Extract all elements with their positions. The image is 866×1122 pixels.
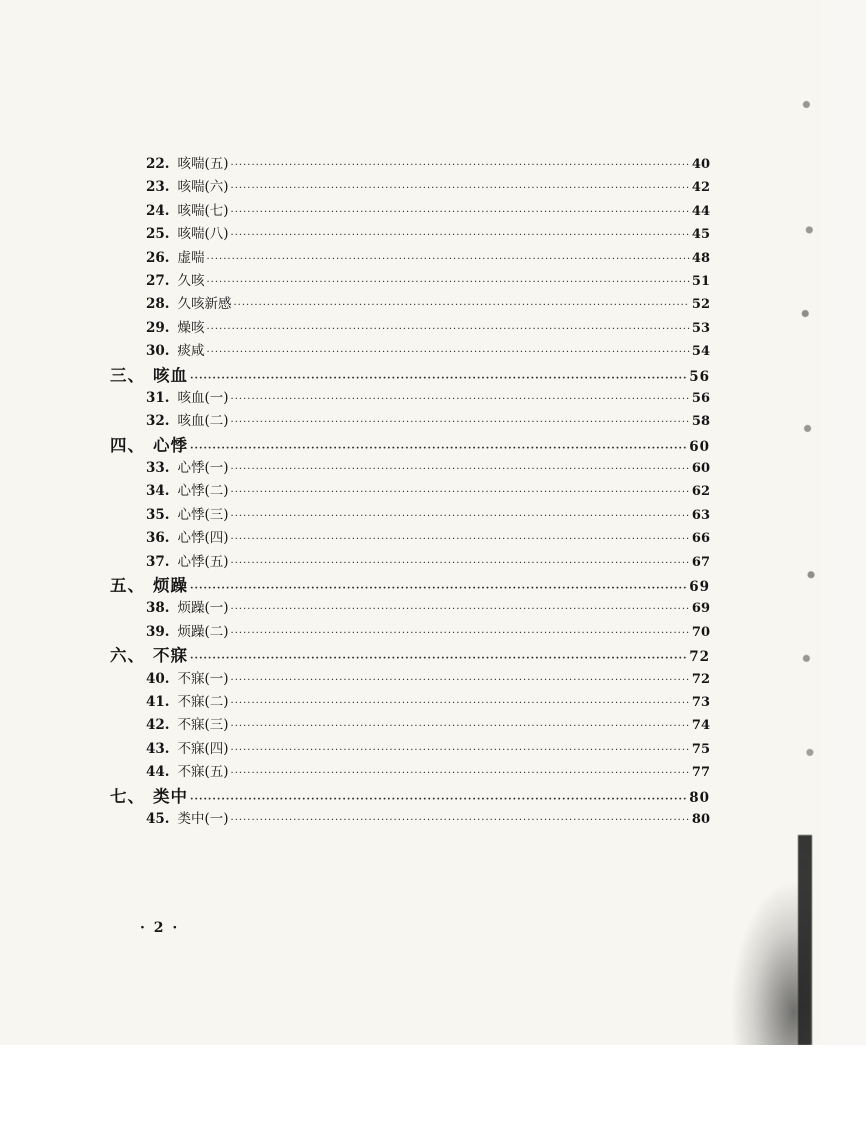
toc-page-number: 80 <box>689 789 710 806</box>
toc-entry-number: 23. <box>146 179 170 196</box>
toc-page-number: 54 <box>691 344 710 360</box>
dot-leader <box>207 271 690 294</box>
toc-entry-title: 类中 <box>153 786 188 806</box>
toc-entry-title: 燥咳 <box>177 319 205 336</box>
dot-leader <box>231 201 690 224</box>
dot-leader <box>231 177 690 200</box>
toc-page-number: 56 <box>691 390 710 406</box>
toc-entry-title: 痰咸 <box>177 343 205 360</box>
toc-entry-number: 28. <box>146 296 170 313</box>
dot-leader <box>231 154 690 177</box>
toc-entry-number: 三、 <box>110 365 145 385</box>
dot-leader <box>231 809 690 832</box>
toc-entry <box>110 691 710 714</box>
dot-leader <box>231 598 690 621</box>
dot-leader <box>231 715 690 738</box>
toc-entry-title: 烦躁 <box>153 576 188 596</box>
toc-entry-number: 32. <box>146 413 170 430</box>
toc-page-number: 69 <box>689 579 710 596</box>
dot-leader <box>231 552 690 575</box>
toc-page-number: 60 <box>691 461 710 477</box>
toc-page-number: 73 <box>691 694 710 710</box>
dot-leader <box>231 411 690 434</box>
toc-entry-title: 不寐(二) <box>177 693 229 710</box>
toc-entry <box>110 738 710 761</box>
dot-leader <box>231 692 690 715</box>
dot-leader <box>231 762 690 785</box>
toc-entry-number: 29. <box>146 319 170 336</box>
toc-entry <box>110 340 710 363</box>
dot-leader <box>231 739 690 762</box>
toc-section-heading <box>110 364 710 387</box>
toc-page-number: 40 <box>691 157 710 172</box>
toc-entry-title: 不寐(四) <box>177 740 229 757</box>
toc-entry <box>110 551 710 574</box>
dot-leader <box>207 318 690 341</box>
toc-entry-title: 心悸(二) <box>177 483 229 500</box>
toc-entry-number: 38. <box>146 600 170 617</box>
toc-entry-title: 烦躁(二) <box>177 623 229 640</box>
toc-entry <box>110 223 710 246</box>
toc-entry <box>110 597 710 620</box>
toc-page-number: 45 <box>691 227 710 243</box>
toc-entry <box>110 270 710 293</box>
toc-entry-title: 心悸(五) <box>177 553 229 570</box>
toc-entry-title: 心悸(一) <box>177 460 229 477</box>
toc-entry-title: 心悸 <box>153 435 188 455</box>
toc-section-heading <box>110 574 710 597</box>
toc-entry-number: 41. <box>146 693 170 710</box>
toc-entry <box>110 200 710 223</box>
table-of-contents <box>110 153 710 831</box>
toc-entry-title: 咳血(一) <box>177 389 229 406</box>
dot-leader <box>231 388 690 411</box>
toc-entry-title: 咳喘(七) <box>177 202 229 219</box>
toc-entry <box>110 317 710 340</box>
dot-leader <box>207 248 690 271</box>
toc-entry <box>110 176 710 199</box>
toc-section-heading <box>110 644 710 667</box>
dot-leader <box>231 505 690 528</box>
toc-entry <box>110 410 710 433</box>
toc-section-heading <box>110 434 710 457</box>
dot-leader <box>231 458 690 481</box>
toc-page-number: 52 <box>691 297 710 313</box>
toc-page-number: 51 <box>691 273 710 289</box>
toc-page-number: 77 <box>691 765 710 781</box>
toc-page-number: 56 <box>689 368 710 385</box>
toc-entry-number: 34. <box>146 483 170 500</box>
toc-entry-title: 不寐(五) <box>177 764 229 781</box>
dot-leader <box>207 341 690 364</box>
scan-binding-edge <box>798 835 812 1045</box>
toc-entry <box>110 480 710 503</box>
toc-entry <box>110 293 710 316</box>
toc-entry-number: 37. <box>146 553 170 570</box>
toc-page-number: 69 <box>691 601 710 617</box>
toc-page-number: 63 <box>691 507 710 523</box>
toc-entry-title: 不寐(三) <box>177 717 229 734</box>
toc-entry-title: 咳血(二) <box>177 413 229 430</box>
toc-page-number: 48 <box>691 250 710 266</box>
toc-entry-title: 心悸(四) <box>177 530 229 547</box>
toc-entry-number: 27. <box>146 272 170 289</box>
toc-entry-title: 烦躁(一) <box>177 600 229 617</box>
toc-entry <box>110 621 710 644</box>
toc-entry <box>110 808 710 831</box>
toc-page-number: 70 <box>691 624 710 640</box>
toc-entry-title: 久咳新感 <box>177 296 232 313</box>
toc-entry-number: 25. <box>146 226 170 243</box>
toc-page-number: 66 <box>691 531 710 547</box>
toc-page-number: 67 <box>691 554 710 570</box>
toc-entry <box>110 457 710 480</box>
toc-entry-title: 咳喘(五) <box>177 156 229 172</box>
dot-leader <box>190 437 687 460</box>
toc-entry-title: 虚喘 <box>177 249 205 266</box>
toc-page-number: 58 <box>691 414 710 430</box>
toc-entry-number: 七、 <box>110 786 145 806</box>
dot-leader <box>190 367 687 390</box>
toc-entry <box>110 153 710 176</box>
toc-page-number: 72 <box>689 649 710 666</box>
toc-page-number: 72 <box>691 671 710 687</box>
toc-entry-number: 六、 <box>110 646 145 666</box>
dot-leader <box>234 294 690 317</box>
dot-leader <box>231 481 690 504</box>
toc-entry-title: 久咳 <box>177 272 205 289</box>
toc-entry-title: 不寐 <box>153 646 188 666</box>
toc-page-number: 44 <box>691 203 710 219</box>
toc-entry <box>110 668 710 691</box>
toc-entry-number: 26. <box>146 249 170 266</box>
toc-entry <box>110 247 710 270</box>
toc-entry-number: 43. <box>146 740 170 757</box>
scan-margin <box>0 1045 866 1122</box>
toc-page-number: 60 <box>689 438 710 455</box>
toc-entry-title: 类中(一) <box>177 810 229 827</box>
toc-entry <box>110 714 710 737</box>
toc-entry-number: 四、 <box>110 435 145 455</box>
toc-page-number: 53 <box>691 320 710 336</box>
toc-entry-number: 39. <box>146 623 170 640</box>
toc-entry-number: 30. <box>146 343 170 360</box>
toc-entry-number: 44. <box>146 764 170 781</box>
toc-entry-title: 心悸(三) <box>177 506 229 523</box>
toc-entry-number: 40. <box>146 670 170 687</box>
toc-entry-number: 24. <box>146 202 170 219</box>
toc-entry-number: 五、 <box>110 576 145 596</box>
toc-page-number: 80 <box>691 811 710 827</box>
toc-entry <box>110 761 710 784</box>
toc-entry-number: 33. <box>146 460 170 477</box>
dot-leader <box>231 224 690 247</box>
toc-entry-title: 咳喘(六) <box>177 179 229 196</box>
toc-entry <box>110 387 710 410</box>
dot-leader <box>231 669 690 692</box>
toc-entry-number: 36. <box>146 530 170 547</box>
dot-leader <box>231 528 690 551</box>
toc-page-number: 74 <box>691 718 710 734</box>
toc-entry-number: 31. <box>146 389 170 406</box>
toc-entry-title: 咳血 <box>153 365 188 385</box>
dot-leader <box>190 788 687 811</box>
toc-page-number: 62 <box>691 484 710 500</box>
dot-leader <box>231 622 690 645</box>
dot-leader <box>190 577 687 600</box>
toc-entry-number: 22. <box>146 156 170 172</box>
page-number: · 2 · <box>140 920 180 936</box>
toc-entry-number: 35. <box>146 506 170 523</box>
toc-page-number: 75 <box>691 741 710 757</box>
toc-entry <box>110 504 710 527</box>
dot-leader <box>190 647 687 670</box>
toc-entry-number: 45. <box>146 810 170 827</box>
toc-entry-title: 咳喘(八) <box>177 226 229 243</box>
toc-section-heading <box>110 785 710 808</box>
toc-entry <box>110 527 710 550</box>
toc-entry-number: 42. <box>146 717 170 734</box>
toc-page-number: 42 <box>691 180 710 196</box>
toc-entry-title: 不寐(一) <box>177 670 229 687</box>
